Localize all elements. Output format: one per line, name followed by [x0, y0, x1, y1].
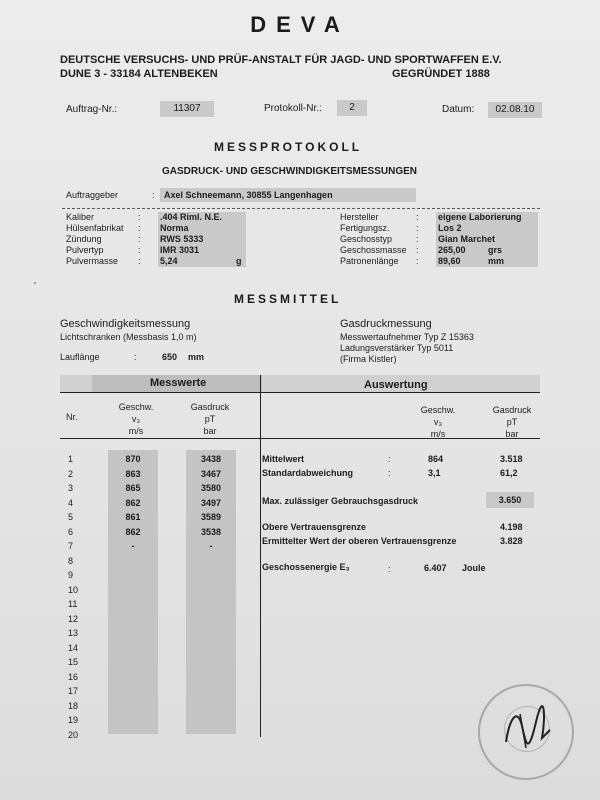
max-gasdruck-value: 3.650	[486, 492, 534, 508]
energie-colon: :	[388, 564, 391, 574]
spec-colon: :	[138, 234, 141, 244]
mittelwert-colon: :	[388, 454, 391, 464]
spec-unit: grs	[488, 245, 503, 255]
row-number: 19	[68, 715, 79, 725]
spec-value: 89,60	[436, 256, 538, 267]
signature-icon	[480, 686, 572, 778]
ladungsverstaerker-text: Ladungsverstärker Typ 5011	[340, 343, 454, 353]
client-value: Axel Schneemann, 30855 Langenhagen	[160, 188, 416, 202]
spec-colon: :	[138, 223, 141, 233]
spec-colon: :	[416, 212, 419, 222]
founded-text: GEGRÜNDET 1888	[392, 68, 490, 80]
nr-header: Nr.	[66, 412, 78, 422]
velocity-cell: 865	[125, 483, 141, 493]
spec-colon: :	[138, 256, 141, 266]
ausw-p-symbol: pT	[506, 417, 518, 427]
lauflaenge-unit: mm	[188, 352, 205, 362]
spec-colon: :	[416, 245, 419, 255]
row-number: 2	[68, 468, 74, 479]
col-v-symbol: v₃	[131, 414, 141, 424]
firma-kistler-text: (Firma Kistler)	[340, 354, 397, 364]
spec-label: Geschossmasse	[340, 245, 407, 255]
energie-value: 6.407	[424, 563, 447, 573]
lauflaenge-value: 650	[162, 352, 178, 362]
velocity-cell: -	[131, 541, 135, 551]
ausw-v-title: Geschw.	[420, 405, 456, 415]
row-number: 3	[68, 483, 74, 493]
pressure-cell: 3467	[200, 468, 222, 479]
spec-colon: :	[416, 223, 419, 233]
official-stamp	[478, 684, 574, 780]
org-address: DUNE 3 - 33184 ALTENBEKEN	[60, 68, 218, 80]
column-header-rule	[60, 438, 540, 439]
spec-value: Los 2	[436, 223, 538, 234]
messprotokoll-title: MESSPROTOKOLL	[214, 140, 363, 154]
ausw-p-title: Gasdruck	[492, 405, 532, 415]
ausw-v-unit: m/s	[430, 429, 446, 439]
spec-colon: :	[416, 256, 419, 266]
row-number: 9	[68, 570, 74, 580]
pressure-cell: 3438	[200, 454, 222, 464]
client-label: Auftraggeber	[66, 190, 119, 200]
row-number: 8	[68, 555, 74, 566]
velocity-cell: 863	[125, 468, 141, 479]
spec-label: Pulvermasse	[66, 256, 119, 266]
org-name: DEUTSCHE VERSUCHS- UND PRÜF-ANSTALT FÜR JAGD- UND SPORTWAFFEN E.V.	[60, 54, 502, 66]
geschw-messung-title: Geschwindigkeitsmessung	[60, 318, 191, 330]
row-number: 18	[68, 700, 79, 711]
spec-label: Geschosstyp	[340, 234, 393, 244]
ausw-v-symbol: v₃	[433, 417, 443, 427]
ermittelt-value: 3.828	[500, 536, 523, 546]
messwerte-header: Messwerte	[150, 377, 207, 389]
spec-value: eigene Laborierung	[436, 212, 538, 223]
col-p-symbol: pT	[204, 414, 216, 424]
spec-colon: :	[416, 234, 419, 244]
row-number: 5	[68, 512, 74, 522]
spec-label: Hülsenfabrikat	[66, 223, 124, 233]
messmittel-title: MESSMITTEL	[234, 292, 342, 306]
table-divider	[260, 375, 261, 737]
spec-value: 5,24	[158, 256, 246, 267]
spec-label: Hersteller	[340, 212, 379, 222]
stdabw-label: Standardabweichung	[262, 468, 354, 478]
velocity-cell: 870	[125, 454, 141, 464]
spec-value: Gian Marchet	[436, 234, 538, 245]
row-number: 10	[68, 584, 79, 595]
subtitle: GASDRUCK- UND GESCHWINDIGKEITSMESSUNGEN	[162, 166, 418, 177]
datum-value: 02.08.10	[488, 102, 542, 118]
pressure-cell: 3497	[200, 497, 222, 508]
velocity-cell: 861	[125, 512, 141, 522]
row-number: 11	[68, 599, 78, 609]
dotted-separator	[62, 208, 540, 209]
pressure-cell: 3580	[200, 483, 222, 493]
client-colon: :	[152, 190, 155, 200]
col-p-unit: bar	[203, 426, 217, 436]
row-number: 20	[68, 729, 79, 740]
mittelwert-v: 864	[428, 454, 444, 464]
scan-speck	[34, 282, 36, 284]
obere-vg-label: Obere Vertrauensgrenze	[262, 522, 367, 532]
col-p-title: Gasdruck	[190, 402, 230, 412]
lauflaenge-label: Lauflänge	[60, 352, 100, 362]
row-number: 15	[68, 657, 79, 667]
energie-unit: Joule	[462, 563, 486, 573]
deva-logo: DEVA	[250, 12, 350, 37]
spec-unit: g	[236, 256, 242, 266]
pressure-cell: 3538	[200, 526, 222, 537]
mittelwert-label: Mittelwert	[262, 454, 305, 464]
stdabw-v: 3,1	[428, 468, 441, 478]
pressure-cell: 3589	[200, 512, 222, 522]
spec-value: IMR 3031	[158, 245, 246, 256]
col-v-title: Geschw.	[118, 402, 154, 412]
row-number: 7	[68, 541, 74, 551]
messwertaufnehmer-text: Messwertaufnehmer Typ Z 15363	[340, 332, 474, 342]
spec-colon: :	[138, 212, 141, 222]
stdabw-p: 61,2	[500, 468, 518, 478]
spec-label: Patronenlänge	[340, 256, 399, 266]
protokoll-value: 2	[337, 100, 367, 116]
gasdruck-messung-title: Gasdruckmessung	[340, 318, 432, 330]
row-number: 6	[68, 526, 74, 537]
row-number: 16	[68, 671, 79, 682]
lauflaenge-colon: :	[134, 352, 137, 362]
row-number: 12	[68, 613, 79, 624]
stdabw-colon: :	[388, 468, 391, 478]
col-v-unit: m/s	[128, 426, 144, 436]
row-number: 13	[68, 628, 79, 638]
pressure-cell: -	[209, 541, 213, 551]
spec-label: Kaliber	[66, 212, 95, 222]
spec-value: Norma	[158, 223, 246, 234]
spec-value: RWS 5333	[158, 234, 246, 245]
auftrag-value: 11307	[160, 101, 214, 117]
spec-value: 265,00	[436, 245, 538, 256]
spec-colon: :	[138, 245, 141, 255]
ermittelt-label: Ermittelter Wert der oberen Vertrauensgrenze	[262, 536, 457, 546]
velocity-cell: 862	[125, 526, 141, 537]
mittelwert-p: 3.518	[500, 454, 523, 464]
spec-label: Zündung	[66, 234, 102, 244]
protokoll-label: Protokoll-Nr.:	[264, 103, 322, 114]
row-number: 1	[68, 454, 74, 464]
energie-label: Geschossenergie E₃	[262, 562, 350, 572]
spec-unit: mm	[488, 256, 505, 266]
ausw-p-unit: bar	[505, 429, 519, 439]
row-number: 14	[68, 642, 79, 653]
auswertung-header: Auswertung	[364, 379, 428, 391]
row-number: 4	[68, 497, 74, 508]
datum-label: Datum:	[442, 104, 475, 115]
row-number: 17	[68, 686, 79, 696]
velocity-cell: 862	[125, 497, 141, 508]
spec-label: Pulvertyp	[66, 245, 104, 255]
spec-value: .404 Riml. N.E.	[158, 212, 246, 223]
spec-label: Fertigungsz.	[340, 223, 390, 233]
max-gasdruck-label: Max. zulässiger Gebrauchsgasdruck	[262, 496, 419, 506]
lichtschranken-text: Lichtschranken (Messbasis 1,0 m)	[60, 332, 197, 342]
obere-vg-value: 4.198	[500, 522, 523, 532]
auftrag-label: Auftrag-Nr.:	[66, 104, 118, 115]
